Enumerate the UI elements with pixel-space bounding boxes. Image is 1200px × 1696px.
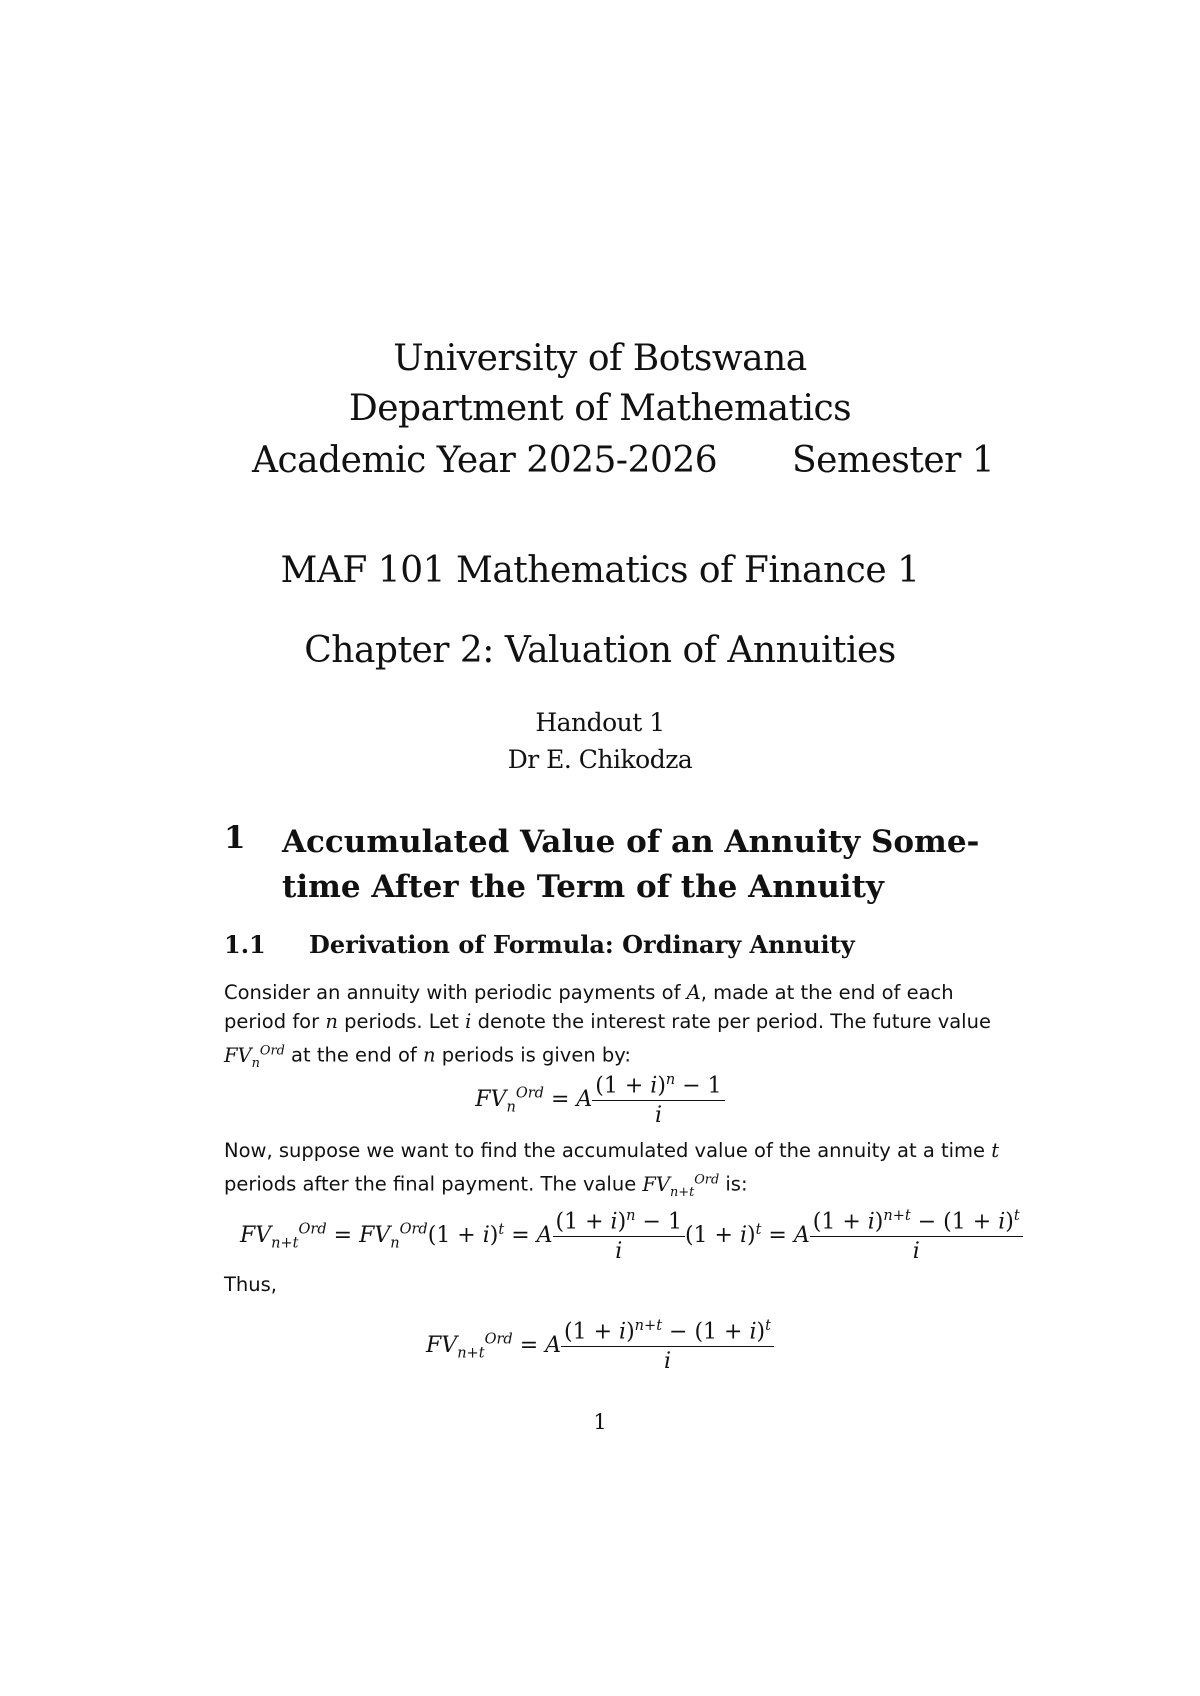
paragraph-thus: Thus, bbox=[224, 1273, 277, 1296]
semester: Semester 1 bbox=[792, 440, 995, 481]
equation-future-value: $FV_n^{Ord} = A$ $\frac{(1 + i)^n - 1}{i}$ bbox=[0, 1072, 1200, 1128]
subsection-number: 1.1 bbox=[224, 930, 266, 959]
chapter-title: Chapter 2: Valuation of Annuities bbox=[304, 630, 896, 671]
author-name: Dr E. Chikodza bbox=[507, 745, 693, 774]
equation-derivation: $FV_{n+t}^{Ord} = FV_n^{Ord}(1 + i)^t = A$ $\frac{(1 + i)^n - 1}{i}$ $(1 + i)^t = A$ $\frac{(1 + i)^{n+t} - (1 + i)^t}{i}$ bbox=[240, 1208, 1023, 1264]
subsection-title: Derivation of Formula: Ordinary Annuity bbox=[309, 930, 855, 959]
page-number: 1 bbox=[593, 1410, 607, 1434]
paragraph-intro: Consider an annuity with periodic payments of A, made at the end of each period for n periods. Let i denote the interest rate per period. The future value $FV_n^{Ord}$ at the end of n periods is given by: bbox=[224, 981, 991, 1071]
handout-label: Handout 1 bbox=[535, 708, 665, 737]
university-name: University of Botswana bbox=[393, 338, 807, 379]
section-title: Accumulated Value of an Annuity Some-time After the Term of the Annuity bbox=[282, 824, 980, 905]
section-number: 1 bbox=[224, 820, 246, 856]
equation-final: $FV_{n+t}^{Ord} = A$ $\frac{(1 + i)^{n+t} - (1 + i)^t}{i}$ bbox=[0, 1318, 1200, 1374]
academic-year: Academic Year 2025-2026 bbox=[252, 440, 718, 481]
paragraph-accumulated: Now, suppose we want to find the accumulated value of the annuity at a time t periods after the final payment. The value $FV_{n+t}^{Ord}$ is: bbox=[224, 1139, 1000, 1200]
department-name: Department of Mathematics bbox=[348, 388, 852, 429]
course-title: MAF 101 Mathematics of Finance 1 bbox=[280, 550, 920, 591]
